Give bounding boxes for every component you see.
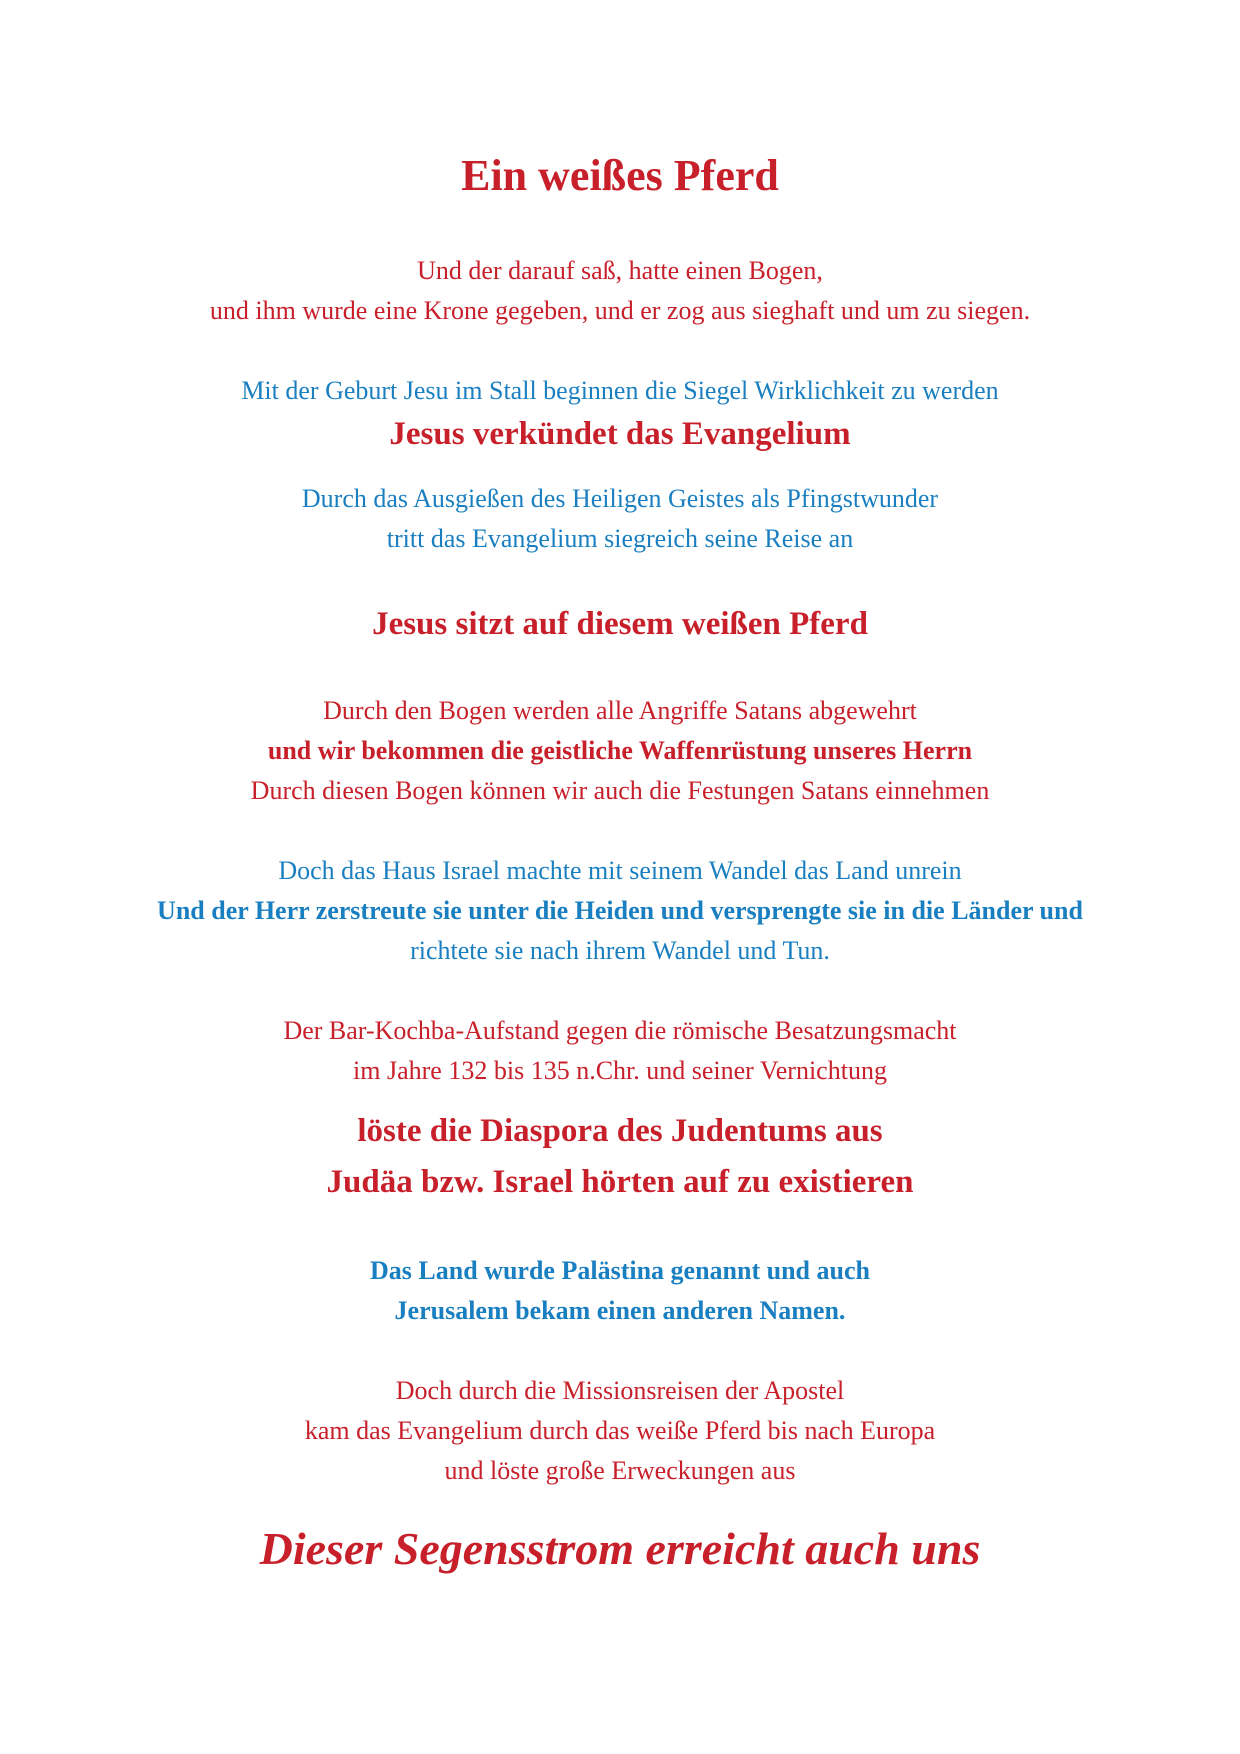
diaspora-line-2: Judäa bzw. Israel hörten auf zu existieren (326, 1164, 914, 1200)
israel-line-3: richtete sie nach ihrem Wandel und Tun. (410, 936, 830, 965)
bow-line-1: Durch den Bogen werden alle Angriffe Satans abgewehrt (323, 696, 917, 725)
heading-rider: Jesus sitzt auf diesem weißen Pferd (372, 606, 868, 642)
revolt-line-1: Der Bar-Kochba-Aufstand gegen die römische Besatzungsmacht (283, 1016, 957, 1045)
birth-line: Mit der Geburt Jesu im Stall beginnen die Siegel Wirklichkeit zu werden (241, 376, 999, 405)
palestine-line-1: Das Land wurde Palästina genannt und auch (370, 1256, 870, 1285)
pentecost-line-1: Durch das Ausgießen des Heiligen Geistes als Pfingstwunder (301, 484, 939, 513)
palestine-line-2: Jerusalem bekam einen anderen Namen. (394, 1296, 846, 1325)
israel-line-1: Doch das Haus Israel machte mit seinem Wandel das Land unrein (278, 856, 962, 885)
bow-line-2: und wir bekommen die geistliche Waffenrüstung unseres Herrn (267, 736, 973, 765)
heading-gospel: Jesus verkündet das Evangelium (389, 416, 851, 452)
page-title: Ein weißes Pferd (461, 151, 779, 200)
verse-line-1: Und der darauf saß, hatte einen Bogen, (417, 256, 823, 285)
israel-line-2: Und der Herr zerstreute sie unter die Heiden und versprengte sie in die Länder und (157, 896, 1083, 925)
closing-line: Dieser Segensstrom erreicht auch uns (259, 1523, 981, 1574)
diaspora-line-1: löste die Diaspora des Judentums aus (357, 1113, 883, 1149)
missions-line-3: und löste große Erweckungen aus (444, 1456, 796, 1485)
pentecost-line-2: tritt das Evangelium siegreich seine Reise an (386, 524, 854, 553)
revolt-line-2: im Jahre 132 bis 135 n.Chr. und seiner Vernichtung (353, 1056, 887, 1085)
bow-line-3: Durch diesen Bogen können wir auch die Festungen Satans einnehmen (250, 776, 990, 805)
missions-line-1: Doch durch die Missionsreisen der Apostel (395, 1376, 845, 1405)
missions-line-2: kam das Evangelium durch das weiße Pferd bis nach Europa (304, 1416, 936, 1445)
verse-line-2: und ihm wurde eine Krone gegeben, und er zog aus sieghaft und um zu siegen. (209, 296, 1031, 325)
